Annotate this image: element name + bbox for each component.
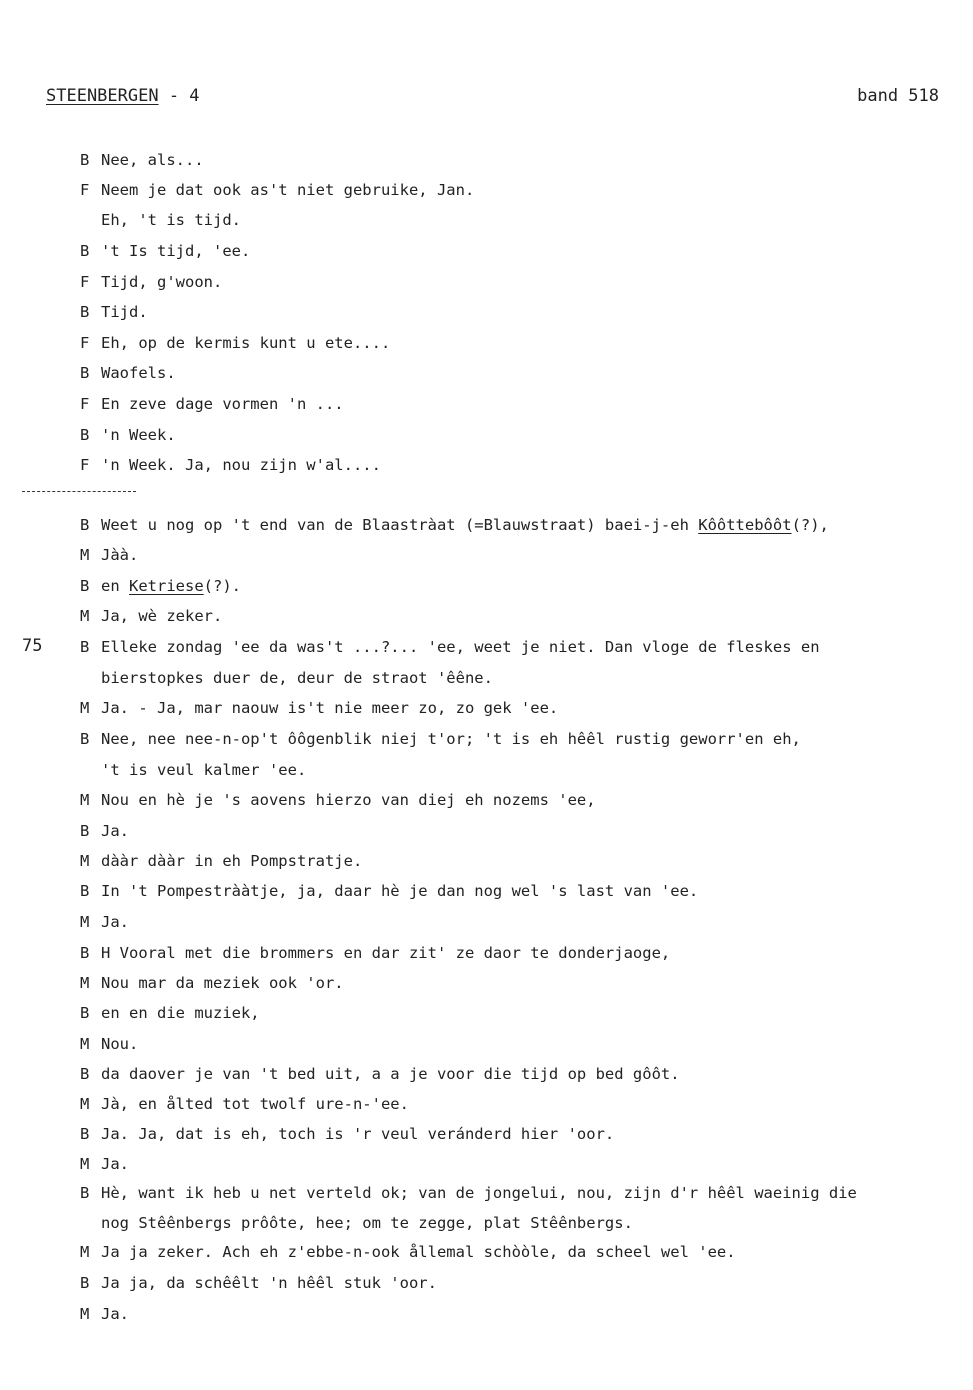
transcript-line-continuation bbox=[101, 210, 241, 230]
transcript-line bbox=[80, 302, 148, 322]
utterance: In 't Pompestrààtje, ja, daar hè je dan nog wel 's last van 'ee. bbox=[101, 882, 699, 900]
utterance: Hè, want ik heb u net verteld ok; van de jongelui, nou, zijn d'r hêêl waeinig die bbox=[101, 1184, 857, 1202]
speaker-label: B bbox=[80, 944, 90, 962]
utterance: Nou. bbox=[101, 1035, 139, 1053]
utterance: dààr dààr in eh Pompstratje. bbox=[101, 852, 363, 870]
utterance: En zeve dage vormen 'n ... bbox=[101, 395, 344, 413]
utterance: Nou en hè je 's aovens hierzo van diej eh nozems 'ee, bbox=[101, 791, 596, 809]
band-number: band 518 bbox=[857, 86, 939, 106]
transcript-line bbox=[80, 1124, 614, 1144]
speaker-label: M bbox=[80, 699, 90, 717]
transcript-line-continuation bbox=[101, 1213, 633, 1233]
utterance: bierstopkes duer de, deur de straot 'êêne. bbox=[101, 669, 493, 687]
transcript-line bbox=[80, 545, 138, 565]
transcript-line bbox=[80, 881, 698, 901]
speaker-label: B bbox=[80, 1125, 90, 1143]
transcript-line bbox=[80, 576, 241, 596]
transcript-line bbox=[80, 973, 344, 993]
utterance: Eh, op de kermis kunt u ete.... bbox=[101, 334, 391, 352]
transcript-line bbox=[80, 180, 474, 200]
utterance: Nee, als... bbox=[101, 151, 204, 169]
underlined-term: Kôôttebôôt bbox=[698, 516, 792, 534]
transcript-line bbox=[80, 851, 362, 871]
transcript-line bbox=[80, 1154, 129, 1174]
utterance: Weet u nog op 't end van de Blaastràat (=Blauwstraat) baei-j-eh bbox=[101, 516, 699, 534]
utterance: Ja. - Ja, mar naouw is't nie meer zo, zo gek 'ee. bbox=[101, 699, 559, 717]
transcript-line bbox=[80, 394, 344, 414]
transcript-line bbox=[80, 1273, 437, 1293]
transcript-line bbox=[80, 729, 801, 749]
speaker-label: B bbox=[80, 151, 90, 169]
speaker-label: M bbox=[80, 1095, 90, 1113]
speaker-label: M bbox=[80, 546, 90, 564]
place-name: STEENBERGEN bbox=[46, 86, 159, 106]
transcript-line-continuation bbox=[101, 668, 493, 688]
transcript-line bbox=[80, 1304, 129, 1324]
utterance: Ja, wè zeker. bbox=[101, 607, 223, 625]
utterance: Tijd, g'woon. bbox=[101, 273, 223, 291]
speaker-label: B bbox=[80, 516, 90, 534]
utterance: Ja. bbox=[101, 913, 129, 931]
utterance: Jà, en ålted tot twolf ure-n-'ee. bbox=[101, 1095, 409, 1113]
speaker-label: M bbox=[80, 607, 90, 625]
utterance: Ja. bbox=[101, 1305, 129, 1323]
section-separator bbox=[22, 491, 136, 492]
speaker-label: B bbox=[80, 1184, 90, 1202]
transcript-line-continuation bbox=[101, 760, 306, 780]
speaker-label: B bbox=[80, 303, 90, 321]
utterance: Neem je dat ook as't niet gebruike, Jan. bbox=[101, 181, 475, 199]
transcript-line bbox=[80, 1003, 260, 1023]
transcript-line bbox=[80, 1064, 680, 1084]
speaker-label: F bbox=[80, 395, 90, 413]
margin-line-number: 75 bbox=[22, 636, 43, 656]
transcript-line bbox=[80, 821, 129, 841]
transcript-line bbox=[80, 241, 250, 261]
utterance-tail: (?), bbox=[791, 516, 829, 534]
speaker-label: M bbox=[80, 852, 90, 870]
utterance: Ja ja, da schêêlt 'n hêêl stuk 'oor. bbox=[101, 1274, 437, 1292]
transcript-line bbox=[80, 606, 222, 626]
utterance: 't Is tijd, 'ee. bbox=[101, 242, 251, 260]
speaker-label: F bbox=[80, 456, 90, 474]
speaker-label: M bbox=[80, 1155, 90, 1173]
utterance: Jàà. bbox=[101, 546, 139, 564]
transcript-line bbox=[80, 1242, 736, 1262]
speaker-label: F bbox=[80, 181, 90, 199]
utterance: en bbox=[101, 577, 129, 595]
transcript-line bbox=[80, 698, 558, 718]
transcript-line bbox=[80, 912, 129, 932]
speaker-label: B bbox=[80, 1065, 90, 1083]
utterance: H Vooral met die brommers en dar zit' ze daor te donderjaoge, bbox=[101, 944, 671, 962]
underlined-term: Ketriese bbox=[129, 577, 204, 595]
speaker-label: B bbox=[80, 1004, 90, 1022]
speaker-label: M bbox=[80, 791, 90, 809]
speaker-label: F bbox=[80, 334, 90, 352]
transcript-line bbox=[80, 272, 222, 292]
utterance: Waofels. bbox=[101, 364, 176, 382]
page-header-left bbox=[46, 86, 200, 106]
transcript-line bbox=[80, 1094, 409, 1114]
transcript-line bbox=[80, 515, 829, 535]
utterance: da daover je van 't bed uit, a a je voor die tijd op bed gôôt. bbox=[101, 1065, 680, 1083]
transcript-line bbox=[80, 455, 381, 475]
utterance: nog Stêênbergs prôôte, hee; om te zegge, plat Stêênbergs. bbox=[101, 1214, 633, 1232]
utterance-tail: (?). bbox=[203, 577, 241, 595]
speaker-label: B bbox=[80, 364, 90, 382]
speaker-label: M bbox=[80, 1035, 90, 1053]
utterance: Eh, 't is tijd. bbox=[101, 211, 241, 229]
transcript-line bbox=[80, 1034, 138, 1054]
speaker-label: B bbox=[80, 638, 90, 656]
transcript-line bbox=[80, 637, 820, 657]
transcript-line bbox=[80, 150, 204, 170]
speaker-label: M bbox=[80, 1243, 90, 1261]
speaker-label: M bbox=[80, 913, 90, 931]
utterance: Tijd. bbox=[101, 303, 148, 321]
speaker-label: M bbox=[80, 1305, 90, 1323]
utterance: Nou mar da meziek ook 'or. bbox=[101, 974, 344, 992]
utterance: Ja ja zeker. Ach eh z'ebbe-n-ook ållemal schòòle, da scheel wel 'ee. bbox=[101, 1243, 736, 1261]
utterance: Ja. Ja, dat is eh, toch is 'r veul veránderd hier 'oor. bbox=[101, 1125, 615, 1143]
transcript-line bbox=[80, 1183, 857, 1203]
utterance: Nee, nee nee-n-op't ôôgenblik niej t'or; 't is eh hêêl rustig geworr'en eh, bbox=[101, 730, 801, 748]
speaker-label: B bbox=[80, 242, 90, 260]
speaker-label: B bbox=[80, 1274, 90, 1292]
speaker-label: M bbox=[80, 974, 90, 992]
transcript-line bbox=[80, 333, 390, 353]
transcript-line bbox=[80, 943, 670, 963]
speaker-label: B bbox=[80, 730, 90, 748]
utterance: Ja. bbox=[101, 1155, 129, 1173]
speaker-label: B bbox=[80, 426, 90, 444]
utterance: Elleke zondag 'ee da was't ...?... 'ee, weet je niet. Dan vloge de fleskes en bbox=[101, 638, 820, 656]
speaker-label: B bbox=[80, 882, 90, 900]
utterance: 'n Week. Ja, nou zijn w'al.... bbox=[101, 456, 381, 474]
transcript-line bbox=[80, 425, 176, 445]
page-number: - 4 bbox=[158, 86, 200, 106]
transcript-line bbox=[80, 363, 176, 383]
speaker-label: B bbox=[80, 822, 90, 840]
utterance: Ja. bbox=[101, 822, 129, 840]
utterance: en en die muziek, bbox=[101, 1004, 260, 1022]
speaker-label: F bbox=[80, 273, 90, 291]
utterance: 'n Week. bbox=[101, 426, 176, 444]
transcript-line bbox=[80, 790, 596, 810]
speaker-label: B bbox=[80, 577, 90, 595]
utterance: 't is veul kalmer 'ee. bbox=[101, 761, 307, 779]
